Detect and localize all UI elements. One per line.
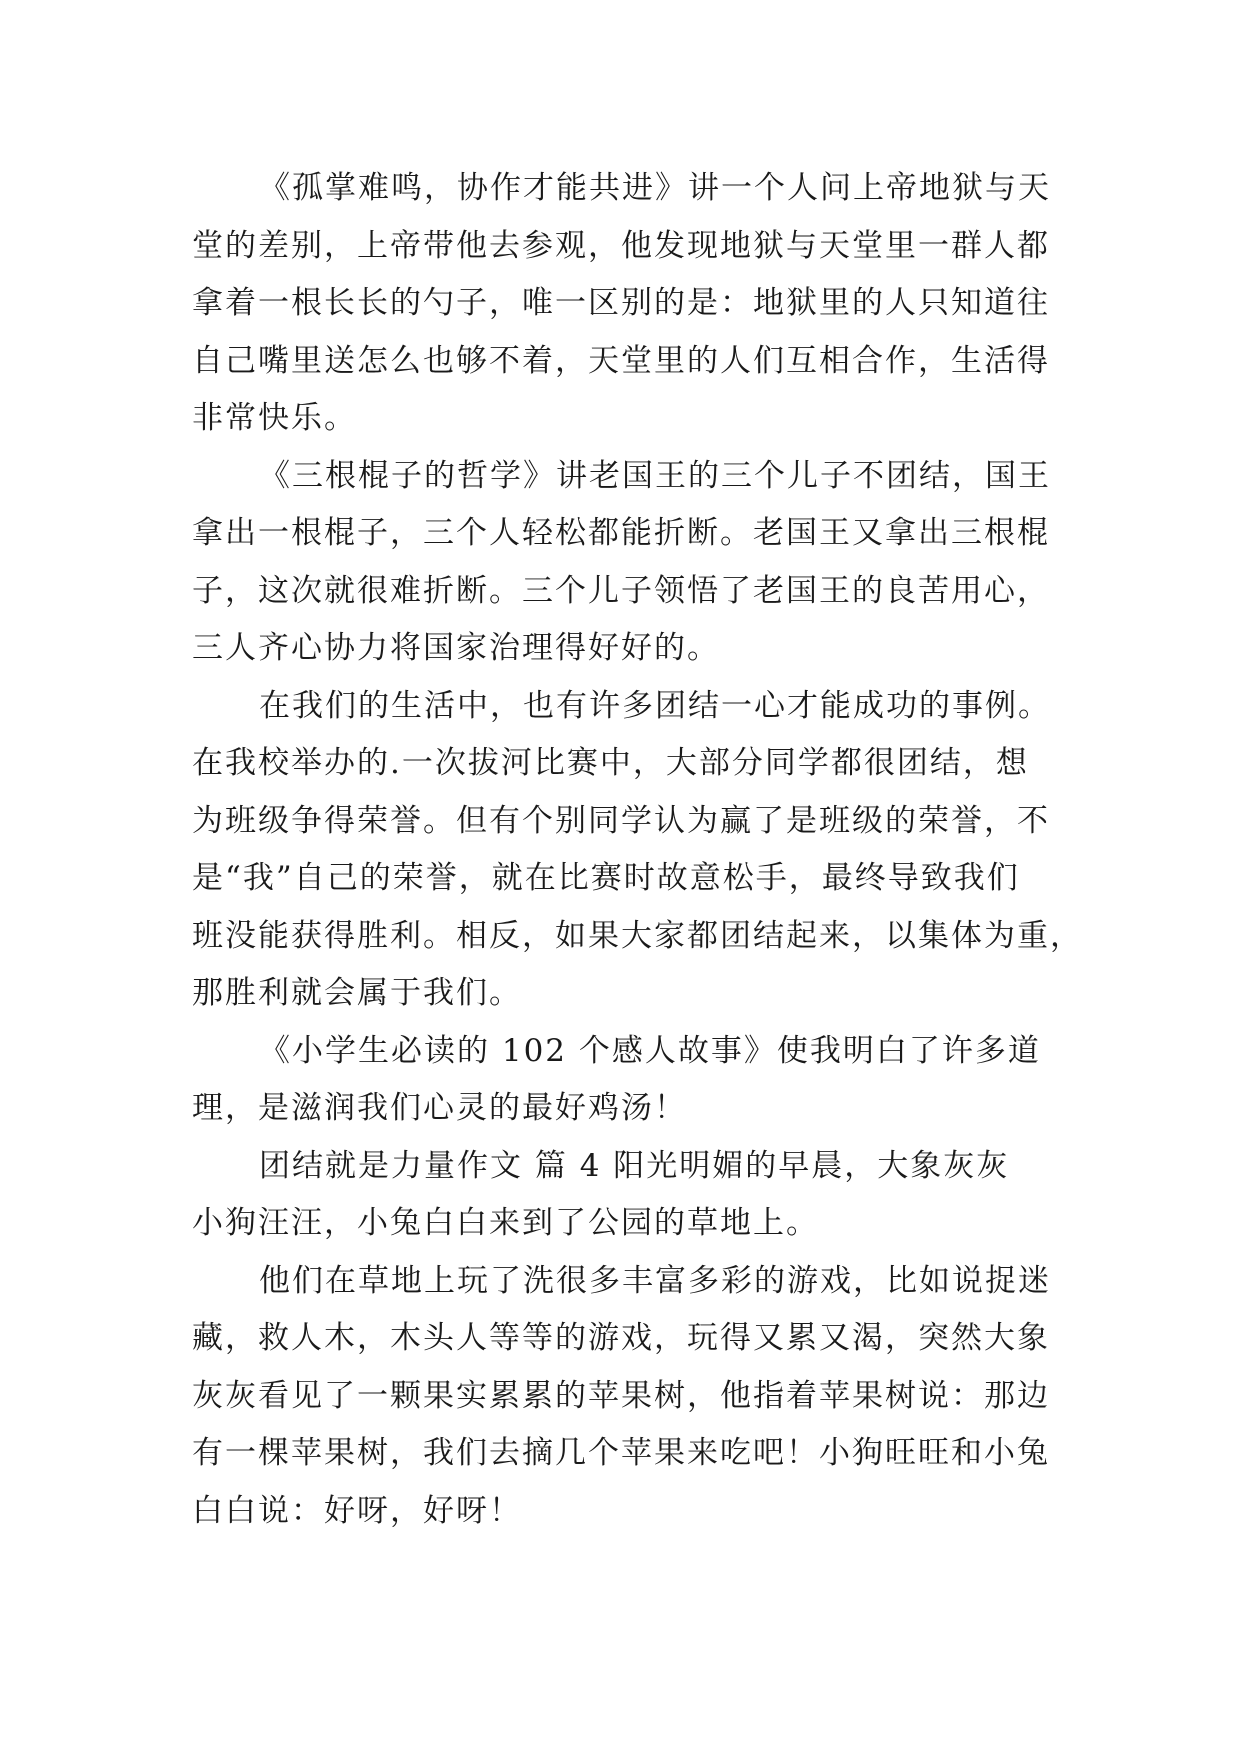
document-body	[192, 160, 1083, 1540]
text-line: 堂的差别，上帝带他去参观，他发现地狱与天堂里一群人都	[192, 227, 1050, 264]
text-line: 班没能获得胜利。相反，如果大家都团结起来，以集体为重，	[192, 917, 1083, 954]
text-line: 有一棵苹果树，我们去摘几个苹果来吃吧！小狗旺旺和小兔	[192, 1435, 1050, 1471]
text-line: 藏，救人木，木头人等等的游戏，玩得又累又渴，突然大象	[192, 1320, 1050, 1356]
text-line: 团结就是力量作文 篇 4 阳光明媚的早晨，大象灰灰	[259, 1147, 1010, 1184]
text-line: 白白说：好呀，好呀！	[192, 1492, 522, 1529]
text-line: 在我们的生活中，也有许多团结一心才能成功的事例。	[259, 687, 1051, 724]
text-line: 是“我”自己的荣誉，就在比赛时故意松手，最终导致我们	[192, 860, 1020, 896]
text-line: 非常快乐。	[192, 400, 357, 436]
text-line: 《孤掌难鸣，协作才能共进》讲一个人问上帝地狱与天	[259, 170, 1051, 206]
text-line: 小狗汪汪，小兔白白来到了公园的草地上。	[192, 1205, 819, 1241]
text-line: 为班级争得荣誉。但有个别同学认为赢了是班级的荣誉，不	[192, 802, 1050, 839]
text-line: 在我校举办的.一次拔河比赛中，大部分同学都很团结，想	[192, 745, 1029, 781]
text-line: 灰灰看见了一颗果实累累的苹果树，他指着苹果树说：那边	[192, 1377, 1050, 1414]
text-line: 子，这次就很难折断。三个儿子领悟了老国王的良苦用心，	[192, 572, 1050, 609]
text-line: 拿着一根长长的勺子，唯一区别的是：地狱里的人只知道往	[192, 285, 1050, 321]
text-line: 拿出一根棍子，三个人轻松都能折断。老国王又拿出三根棍	[192, 515, 1050, 551]
text-line: 那胜利就会属于我们。	[192, 975, 522, 1011]
text-line: 《小学生必读的 102 个感人故事》使我明白了许多道	[259, 1032, 1041, 1069]
text-line: 理，是滋润我们心灵的最好鸡汤！	[192, 1090, 687, 1126]
text-line: 自己嘴里送怎么也够不着，天堂里的人们互相合作，生活得	[192, 342, 1050, 379]
text-line: 《三根棍子的哲学》讲老国王的三个儿子不团结，国王	[259, 457, 1051, 494]
text-line: 三人齐心协力将国家治理得好好的。	[192, 630, 720, 666]
text-line: 他们在草地上玩了洗很多丰富多彩的游戏，比如说捉迷	[259, 1262, 1051, 1299]
